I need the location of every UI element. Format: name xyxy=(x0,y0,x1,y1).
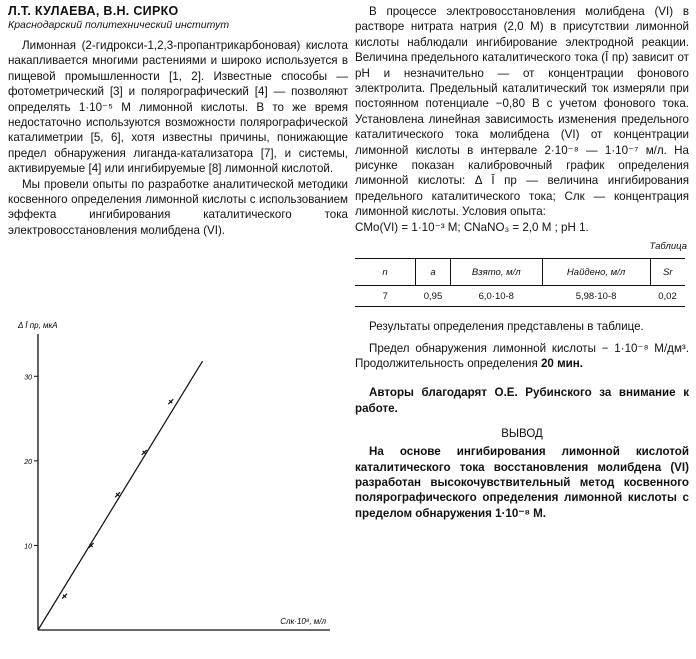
table-header-sr: Sr xyxy=(650,259,685,286)
calibration-line xyxy=(38,361,203,630)
results-table xyxy=(355,258,685,307)
table-caption: Таблица xyxy=(649,241,687,253)
results-paragraph: В процессе электровосстановления молибдена (VI) в растворе нитрата натрия (2,0 M) в присутствии лимонной кислоты наблюдали ингибирование электродной реакции. Величина предельного каталитического тока (Ī пр) зависит от pH и незначительно — от концентрации фонового электролита. Предельный каталитический ток измеряли при постоянном потенциале −0,80 В с учетом фонового тока. Установлена линейная зависимость изменения предельного каталитического тока молибдена (VI) от концентрации лимонной кислоты в интервале 2·10⁻⁸ — 1·10⁻⁷ м/л. На рисунке показан калибровочный график определения лимонной кислоты: Δ Ī пр — величина ингибирования предельного каталитического тока; Cлк — концентрация лимонной кислоты. Условия опыта: xyxy=(355,5,689,219)
x-axis-label: Cлк·10⁸, м/л xyxy=(280,617,326,626)
table-cell-taken: 6,0·10-8 xyxy=(450,286,542,307)
table-header-taken: Взято, м/л xyxy=(450,259,542,286)
calibration-chart xyxy=(8,312,338,647)
acknowledgement: Авторы благодарят О.Е. Рубинского за внимание к работе. xyxy=(355,386,689,415)
results-note: Результаты определения представлены в таблице. xyxy=(369,320,644,334)
data-point xyxy=(168,399,173,404)
affiliation: Краснодарский политехнический институт xyxy=(8,19,230,31)
duration-text: 20 мин. xyxy=(540,356,584,370)
y-tick-label: 10 xyxy=(24,543,32,551)
y-tick-label: 20 xyxy=(24,458,32,466)
table-row xyxy=(355,286,685,307)
table-header-found: Найдено, м/л xyxy=(542,259,650,286)
table-cell-n: 7 xyxy=(355,286,416,307)
detection-limit-paragraph xyxy=(355,341,689,372)
method-paragraph: Мы провели опыты по разработке аналитической методики косвенного определения лимонной кислоты с использованием эффекта ингибирования каталитического тока электровосстановления молибдена (VI). xyxy=(8,177,348,237)
table-header-a: a xyxy=(416,259,451,286)
y-tick-label: 30 xyxy=(24,374,32,382)
conclusion-heading: ВЫВОД xyxy=(501,428,543,441)
y-axis-label: Δ Ī пр, мкА xyxy=(18,321,58,330)
detection-limit-text: Предел обнаружения лимонной кислоты − 1·10⁻⁸ M/дм³. Продолжительность определения xyxy=(355,341,689,370)
table-header-n: n xyxy=(355,259,416,286)
table-cell-found: 5,98·10-8 xyxy=(542,286,650,307)
intro-paragraph: Лимонная (2-гидрокси-1,2,3-пропантрикарбоновая) кислота накапливается многими растениями и широко используется в пищевой промышленности [1, 2]. Известные способы — фотометрический [3] и полярографический [4] — позволяют определять 1·10⁻⁵ M лимонной кислоты. В то же время недостаточно используются возможности полярографической каталиметрии [5, 6], хотя известны причины, понижающие предел обнаружения лиганда-катализатора [7], и системы, активируемые [4] или ингибируемые [8] лимонной кислотой. xyxy=(8,39,348,176)
conditions-line: CMo(VI) = 1·10⁻³ M; CNaNO₃ = 2,0 M ; pH 1. xyxy=(355,220,589,234)
chart-svg xyxy=(8,312,338,647)
conclusion-paragraph: На основе ингибирования лимонной кислотой каталитического тока восстановления молибдена (VI) разработан высокочувствительный метод косвенного полярографического определения лимонной кислоты с пределом обнаружения 1·10⁻⁸ M. xyxy=(355,445,689,520)
authors: Л.Т. КУЛАЕВА, В.Н. СИРКО xyxy=(8,4,179,18)
table-cell-a: 0,95 xyxy=(416,286,451,307)
data-point xyxy=(62,594,67,599)
table-header-row xyxy=(355,259,685,286)
left-column xyxy=(8,4,348,238)
table-cell-sr: 0,02 xyxy=(650,286,685,307)
right-column xyxy=(355,4,689,521)
